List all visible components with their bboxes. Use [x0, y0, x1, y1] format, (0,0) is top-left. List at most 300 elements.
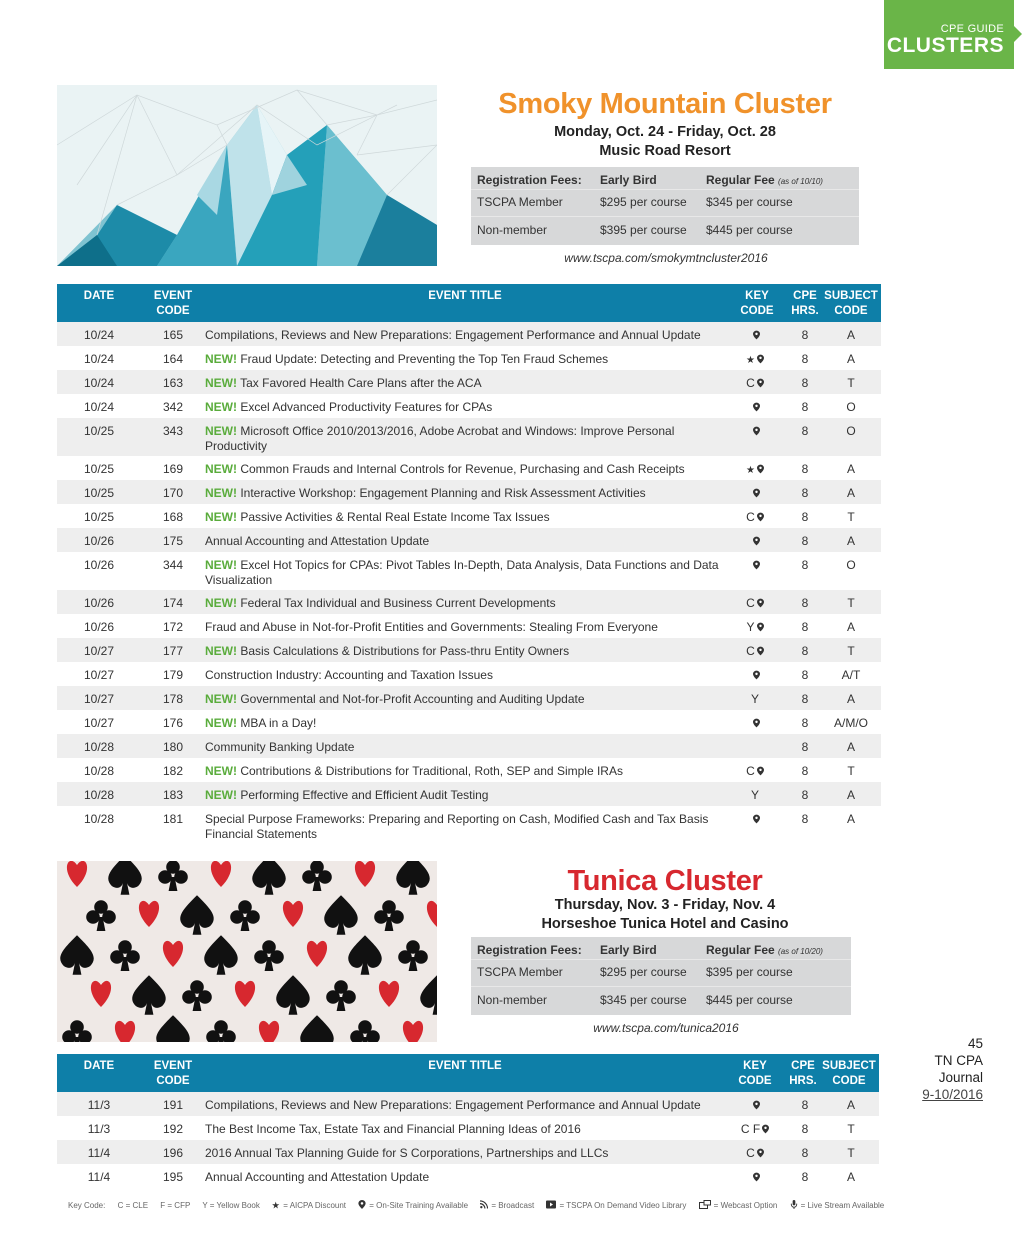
cpe-hours: 8: [801, 740, 809, 754]
key-code-text: Y: [750, 788, 759, 802]
table-row: [57, 1164, 879, 1188]
event-date: 10/25: [83, 486, 115, 500]
card-suits-image: [57, 861, 437, 1042]
event-date: 10/28: [83, 764, 115, 778]
event-date: 10/24: [83, 376, 115, 390]
table-row: [57, 1140, 879, 1164]
key-code: [727, 510, 783, 524]
subject-code: A: [846, 812, 855, 826]
event-title-text: Excel Advanced Productivity Features for CPAs: [237, 400, 493, 414]
cpe-hours: 8: [801, 462, 809, 476]
table-row: [57, 480, 881, 504]
event-title[interactable]: [205, 716, 735, 731]
key-code: [727, 376, 783, 390]
event-title-text: Community Banking Update: [205, 740, 355, 754]
nonmember-early: $395 per course: [600, 223, 687, 237]
new-badge: NEW!: [205, 510, 237, 524]
subject-code: O: [846, 400, 856, 414]
new-badge: NEW!: [205, 352, 237, 366]
table-row: [57, 418, 881, 456]
header-subject-line2: CODE: [834, 305, 868, 317]
event-code: 183: [162, 788, 184, 802]
key-code-text: ★: [746, 465, 755, 476]
event-date: 10/26: [83, 620, 115, 634]
event-date: 10/27: [83, 716, 115, 730]
table-row: [57, 614, 881, 638]
event-code: 182: [162, 764, 184, 778]
event-title[interactable]: [205, 1146, 735, 1161]
legend-broadcast: [480, 1201, 534, 1210]
header-cpe-hrs: [785, 1059, 821, 1089]
event-title-text: Annual Accounting and Attestation Update: [205, 534, 430, 548]
map-pin-icon: [762, 1124, 769, 1134]
key-code: [727, 1098, 783, 1112]
map-pin-icon: [753, 560, 760, 570]
event-title[interactable]: [205, 692, 735, 707]
nonmember-label: Non-member: [477, 993, 548, 1007]
header-date: DATE: [83, 290, 115, 302]
subject-code: T: [847, 1146, 855, 1160]
event-title[interactable]: [205, 510, 735, 525]
cpe-hours: 8: [801, 510, 809, 524]
early-bird-label: Early Bird: [600, 173, 657, 187]
event-date: 10/24: [83, 400, 115, 414]
event-code: 172: [162, 620, 184, 634]
subject-code: T: [847, 510, 855, 524]
key-code: [727, 812, 783, 826]
subject-code: A: [846, 1170, 855, 1184]
map-pin-icon: [358, 1200, 366, 1209]
tunica-venue: Horseshoe Tunica Hotel and Casino: [541, 916, 789, 932]
video-play-icon: [546, 1200, 556, 1209]
key-code-text: C: [746, 510, 755, 524]
key-code-text: C: [746, 764, 755, 778]
subject-code: A: [846, 352, 855, 366]
cpe-hours: 8: [801, 328, 809, 342]
key-code-legend: [68, 1200, 894, 1210]
table-row: [57, 552, 881, 590]
table-row: [57, 686, 881, 710]
header-cpe-line2: HRS.: [791, 305, 819, 317]
event-code: 343: [162, 424, 184, 438]
cpe-hours: 8: [801, 376, 809, 390]
event-code: 192: [162, 1122, 184, 1136]
legend-onsite: [358, 1201, 468, 1210]
header-event-code-line1: EVENT: [153, 1060, 193, 1072]
map-pin-icon: [753, 402, 760, 412]
key-code: [727, 692, 783, 706]
key-code-text: Y: [750, 692, 759, 706]
map-pin-icon: [753, 426, 760, 436]
tab-big-label: CLUSTERS: [886, 34, 1004, 57]
nonmember-regular: $445 per course: [706, 223, 793, 237]
smoky-dates: Monday, Oct. 24 - Friday, Oct. 28: [554, 124, 776, 140]
event-date: 11/3: [87, 1122, 111, 1136]
regular-fee-label: [706, 943, 823, 957]
cpe-hours: 8: [801, 1122, 809, 1136]
event-code: 176: [162, 716, 184, 730]
legend-aicpa-text: = AICPA Discount: [283, 1201, 347, 1210]
nonmember-early: $345 per course: [600, 993, 687, 1007]
key-code: [727, 424, 783, 438]
key-code: [727, 352, 783, 366]
event-date: 10/27: [83, 644, 115, 658]
event-code: 195: [162, 1170, 184, 1184]
event-title[interactable]: [205, 668, 735, 683]
header-key-line1: KEY: [743, 1060, 767, 1072]
map-pin-icon: [757, 646, 764, 656]
event-title-text: The Best Income Tax, Estate Tax and Financial Planning Ideas of 2016: [205, 1122, 581, 1136]
key-code: [727, 558, 783, 572]
header-key-line2: CODE: [740, 305, 774, 317]
event-title[interactable]: [205, 462, 735, 477]
cpe-hours: 8: [801, 692, 809, 706]
key-code: [727, 1146, 783, 1160]
header-key-code: [725, 1059, 785, 1089]
event-date: 10/24: [83, 328, 115, 342]
event-code: 191: [162, 1098, 184, 1112]
subject-code: A: [846, 692, 855, 706]
key-code-text: C: [746, 1146, 755, 1160]
new-badge: NEW!: [205, 596, 237, 610]
event-title[interactable]: [205, 1122, 735, 1137]
table-row: [57, 1116, 879, 1140]
tunica-events-table: [57, 1054, 879, 1188]
cpe-hours: 8: [801, 400, 809, 414]
table-row: [57, 528, 881, 552]
cpe-hours: 8: [801, 534, 809, 548]
new-badge: NEW!: [205, 692, 237, 706]
new-badge: NEW!: [205, 424, 237, 438]
event-code: 175: [162, 534, 184, 548]
event-title-text: Fraud and Abuse in Not-for-Profit Entities and Governments: Stealing From Everyone: [205, 620, 658, 634]
key-code-text: C: [746, 376, 755, 390]
header-event-title: EVENT TITLE: [428, 290, 502, 302]
event-code: 342: [162, 400, 184, 414]
cpe-hours: 8: [801, 596, 809, 610]
event-title[interactable]: [205, 558, 735, 588]
cpe-hours: 8: [801, 352, 809, 366]
legend-yellow-book: Y = Yellow Book: [202, 1201, 260, 1210]
header-key-code: [727, 289, 787, 319]
tab-notch: [1014, 26, 1022, 42]
legend-ondemand-text: = TSCPA On Demand Video Library: [559, 1201, 687, 1210]
event-title-text: 2016 Annual Tax Planning Guide for S Corporations, Partnerships and LLCs: [205, 1146, 609, 1160]
cpe-hours: 8: [801, 1098, 809, 1112]
event-code: 164: [162, 352, 184, 366]
subject-code: A: [846, 486, 855, 500]
subject-code: T: [847, 764, 855, 778]
event-title[interactable]: [205, 328, 735, 343]
table-row: [57, 758, 881, 782]
map-pin-icon: [753, 488, 760, 498]
event-code: 177: [162, 644, 184, 658]
cpe-hours: 8: [801, 1146, 809, 1160]
tunica-header: [471, 865, 859, 934]
table-row: [57, 662, 881, 686]
header-subject-line1: SUBJECT: [824, 290, 878, 302]
header-key-line1: KEY: [745, 290, 769, 302]
event-date: 10/24: [83, 352, 115, 366]
early-bird-label: Early Bird: [600, 943, 657, 957]
new-badge: NEW!: [205, 376, 237, 390]
event-date: 10/25: [83, 462, 115, 476]
header-event-title: EVENT TITLE: [428, 1060, 502, 1072]
header-date: DATE: [83, 1060, 115, 1072]
subject-code: A: [846, 534, 855, 548]
header-event-code: [143, 1059, 203, 1089]
event-date: 10/25: [83, 510, 115, 524]
header-subject-code: [819, 1059, 879, 1089]
event-title-text: Tax Favored Health Care Plans after the ACA: [237, 376, 482, 390]
event-title-text: Construction Industry: Accounting and Taxation Issues: [205, 668, 493, 682]
event-title-text: Fraud Update: Detecting and Preventing the Top Ten Fraud Schemes: [237, 352, 609, 366]
key-code: [727, 1122, 783, 1136]
event-date: 11/4: [87, 1170, 111, 1184]
event-title-text: Federal Tax Individual and Business Current Developments: [237, 596, 556, 610]
new-badge: NEW!: [205, 558, 237, 572]
cpe-hours: 8: [801, 1170, 809, 1184]
legend-webcast: [699, 1201, 778, 1210]
cpe-hours: 8: [801, 764, 809, 778]
header-subject-line1: SUBJECT: [822, 1060, 876, 1072]
map-pin-icon: [753, 536, 760, 546]
subject-code: O: [846, 424, 856, 438]
microphone-icon: [790, 1200, 798, 1209]
legend-ondemand: [546, 1201, 686, 1210]
legend-webcast-text: = Webcast Option: [713, 1201, 778, 1210]
subject-code: T: [847, 596, 855, 610]
event-title[interactable]: [205, 400, 735, 415]
cpe-hours: 8: [801, 716, 809, 730]
event-title[interactable]: [205, 1098, 735, 1113]
tunica-title: Tunica Cluster: [567, 865, 763, 897]
event-title-text: Excel Hot Topics for CPAs: Pivot Tables In-Depth, Data Analysis, Data Functions and Data Visualization: [205, 558, 719, 587]
map-pin-icon: [757, 464, 764, 474]
broadcast-icon: [480, 1200, 488, 1209]
key-code: [727, 644, 783, 658]
fees-label: Registration Fees:: [477, 173, 582, 187]
event-title[interactable]: [205, 740, 735, 755]
regular-fee-note: (as of 10/10): [778, 177, 823, 186]
event-code: 163: [162, 376, 184, 390]
event-title-text: Interactive Workshop: Engagement Planning and Risk Assessment Activities: [237, 486, 646, 500]
event-title[interactable]: [205, 534, 735, 549]
event-title[interactable]: [205, 596, 735, 611]
key-code: [727, 620, 783, 634]
event-code: 196: [162, 1146, 184, 1160]
event-title[interactable]: [205, 788, 735, 803]
event-code: 344: [162, 558, 184, 572]
table-row: [57, 504, 881, 528]
smoky-venue: Music Road Resort: [599, 143, 731, 159]
member-label: TSCPA Member: [477, 195, 563, 209]
cpe-hours: 8: [801, 668, 809, 682]
cpe-hours: 8: [801, 486, 809, 500]
key-code: [727, 400, 783, 414]
smoky-header: [471, 88, 859, 161]
legend-onsite-text: = On-Site Training Available: [369, 1201, 469, 1210]
header-subject-code: [821, 289, 881, 319]
member-early: $295 per course: [600, 965, 687, 979]
table-row: [57, 370, 881, 394]
event-title-text: Common Frauds and Internal Controls for Revenue, Purchasing and Cash Receipts: [237, 462, 685, 476]
event-date: 10/26: [83, 558, 115, 572]
key-code: [727, 462, 783, 476]
key-code: [727, 534, 783, 548]
map-pin-icon: [753, 1100, 760, 1110]
map-pin-icon: [753, 670, 760, 680]
fees-divider: [471, 189, 859, 190]
key-code: [727, 486, 783, 500]
smoky-fees-box: [471, 167, 859, 245]
legend-cfp: F = CFP: [160, 1201, 191, 1210]
key-code-text: ★: [746, 355, 755, 366]
map-pin-icon: [757, 1148, 764, 1158]
member-early: $295 per course: [600, 195, 687, 209]
fees-divider: [471, 959, 851, 960]
cpe-hours: 8: [801, 558, 809, 572]
event-title[interactable]: [205, 812, 735, 842]
key-code-text: C F: [740, 1122, 761, 1136]
event-title-text: Compilations, Reviews and New Preparations: Engagement Performance and Annual Update: [205, 328, 701, 342]
subject-code: A: [846, 620, 855, 634]
smoky-title: Smoky Mountain Cluster: [498, 88, 832, 120]
regular-fee-note: (as of 10/20): [778, 947, 823, 956]
event-date: 10/26: [83, 596, 115, 610]
header-event-code-line2: CODE: [156, 1075, 190, 1087]
smoky-table-body: [57, 322, 881, 844]
table-row: [57, 638, 881, 662]
key-code-text: C: [746, 644, 755, 658]
new-badge: NEW!: [205, 400, 237, 414]
event-title-text: Special Purpose Frameworks: Preparing and Reporting on Cash, Modified Cash and Tax Basis Financial Statements: [205, 812, 709, 841]
subject-code: A: [846, 462, 855, 476]
key-code: [727, 764, 783, 778]
event-code: 169: [162, 462, 184, 476]
legend-aicpa: [272, 1201, 346, 1210]
event-date: 10/28: [83, 812, 115, 826]
map-pin-icon: [757, 378, 764, 388]
header-event-code-line1: EVENT: [153, 290, 193, 302]
cpe-hours: 8: [801, 812, 809, 826]
table-header: [57, 284, 881, 322]
event-title[interactable]: [205, 424, 735, 454]
event-date: 10/25: [83, 424, 115, 438]
subject-code: A: [846, 788, 855, 802]
subject-code: T: [847, 1122, 855, 1136]
event-title-text: Passive Activities & Rental Real Estate Income Tax Issues: [237, 510, 550, 524]
cpe-hours: 8: [801, 424, 809, 438]
key-code: [727, 596, 783, 610]
fees-label: Registration Fees:: [477, 943, 582, 957]
map-pin-icon: [753, 814, 760, 824]
header-subject-line2: CODE: [832, 1075, 866, 1087]
event-code: 168: [162, 510, 184, 524]
mountain-image: [57, 85, 437, 266]
event-title-text: Basis Calculations & Distributions for Pass-thru Entity Owners: [237, 644, 570, 658]
regular-fee-text: Regular Fee: [706, 943, 775, 957]
event-code: 174: [162, 596, 184, 610]
subject-code: A: [846, 1098, 855, 1112]
event-date: 10/27: [83, 668, 115, 682]
table-row: [57, 806, 881, 844]
event-title[interactable]: [205, 620, 735, 635]
event-date: 11/4: [87, 1146, 111, 1160]
key-code-text: C: [746, 596, 755, 610]
event-date: 11/3: [87, 1098, 111, 1112]
new-badge: NEW!: [205, 788, 237, 802]
nonmember-label: Non-member: [477, 223, 548, 237]
key-code: [727, 716, 783, 730]
event-title-text: Microsoft Office 2010/2013/2016, Adobe Acrobat and Windows: Improve Personal Productivity: [205, 424, 675, 453]
legend-broadcast-text: = Broadcast: [491, 1201, 535, 1210]
map-pin-icon: [757, 354, 764, 364]
new-badge: NEW!: [205, 716, 237, 730]
event-title[interactable]: [205, 1170, 735, 1185]
member-label: TSCPA Member: [477, 965, 563, 979]
tunica-fees-box: [471, 937, 851, 1015]
header-cpe-line1: CPE: [791, 1060, 815, 1072]
new-badge: NEW!: [205, 486, 237, 500]
map-pin-icon: [753, 330, 760, 340]
subject-code: A/T: [841, 668, 861, 682]
nonmember-regular: $445 per course: [706, 993, 793, 1007]
event-title-text: Annual Accounting and Attestation Update: [205, 1170, 430, 1184]
header-event-code: [143, 289, 203, 319]
legend-live: [790, 1201, 885, 1210]
smoky-url-link[interactable]: www.tscpa.com/smokymtncluster2016: [564, 251, 768, 265]
map-pin-icon: [757, 622, 764, 632]
event-title[interactable]: [205, 352, 735, 367]
event-title-text: MBA in a Day!: [237, 716, 317, 730]
smoky-events-table: [57, 284, 881, 844]
page-info: [900, 1035, 983, 1103]
map-pin-icon: [753, 718, 760, 728]
key-code: [727, 668, 783, 682]
subject-code: A: [846, 328, 855, 342]
subject-code: T: [847, 376, 855, 390]
table-row: [57, 322, 881, 346]
table-row: [57, 590, 881, 614]
key-code: [727, 1170, 783, 1184]
table-row: [57, 734, 881, 758]
event-title-text: Contributions & Distributions for Traditional, Roth, SEP and Simple IRAs: [237, 764, 623, 778]
event-title[interactable]: [205, 376, 735, 391]
event-title[interactable]: [205, 764, 735, 779]
table-row: [57, 394, 881, 418]
event-title[interactable]: [205, 644, 735, 659]
event-code: 178: [162, 692, 184, 706]
map-pin-icon: [757, 766, 764, 776]
issue-date: 9-10/2016: [922, 1087, 983, 1102]
table-header: [57, 1054, 879, 1092]
star-icon: ★: [272, 1201, 280, 1210]
tunica-url-link[interactable]: www.tscpa.com/tunica2016: [593, 1021, 739, 1035]
header-cpe-hrs: [787, 289, 823, 319]
journal-name-line1: TN CPA: [934, 1053, 983, 1068]
subject-code: T: [847, 644, 855, 658]
legend-cle: C = CLE: [117, 1201, 149, 1210]
tab-small-label: CPE GUIDE: [940, 23, 1004, 35]
regular-fee-text: Regular Fee: [706, 173, 775, 187]
event-code: 180: [162, 740, 184, 754]
subject-code: A/M/O: [833, 716, 868, 730]
header-cpe-line2: HRS.: [789, 1075, 817, 1087]
event-title[interactable]: [205, 486, 735, 501]
new-badge: NEW!: [205, 644, 237, 658]
member-regular: $345 per course: [706, 195, 793, 209]
